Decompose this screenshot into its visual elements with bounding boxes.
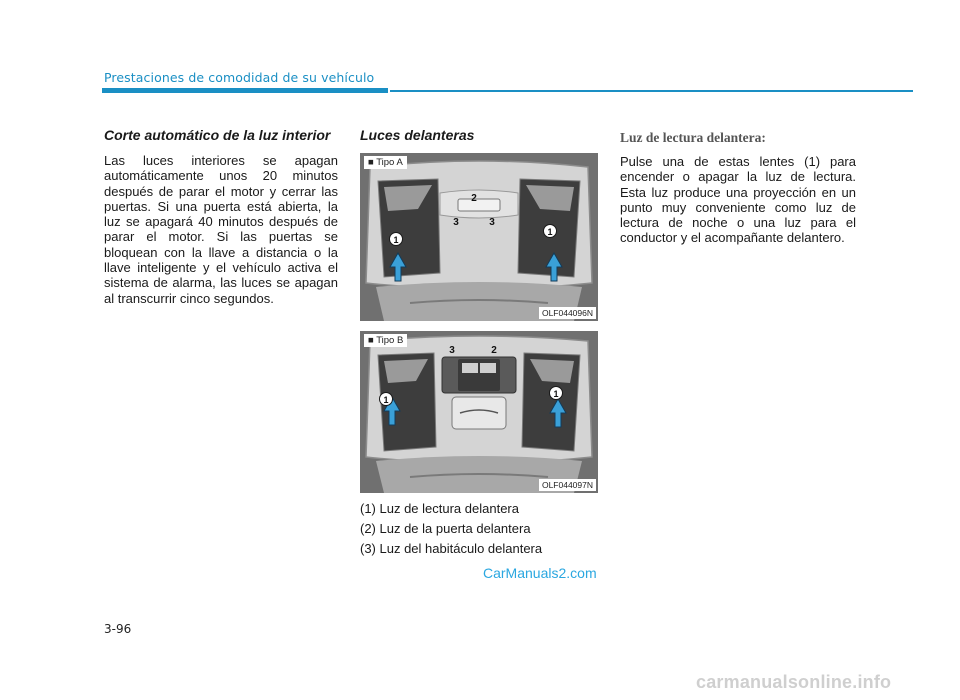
overhead-console-b-illustration [360, 331, 598, 493]
footer-watermark: carmanualsonline.info [696, 672, 892, 692]
header-rule-thick [102, 88, 388, 93]
callout-1-left: 1 [393, 235, 399, 245]
header-rule-thin [390, 90, 913, 92]
figure-type-a [360, 153, 598, 321]
middle-column [360, 128, 598, 561]
callout-1-right: 1 [547, 227, 553, 237]
figure-a-tag: ■ Tipo A [364, 156, 407, 169]
callout-b-1-right: 1 [553, 389, 559, 399]
caption-2: (2) Luz de la puerta delantera [360, 521, 531, 536]
figure-captions [360, 501, 598, 557]
right-column [620, 130, 856, 246]
auto-shutoff-heading: Corte automático de la luz interior [104, 127, 331, 143]
caption-3: (3) Luz del habitáculo delantera [360, 541, 543, 556]
auto-shutoff-text: Las luces interiores se apagan automáticamente unos 20 minutos después de parar el motor y cerrar las puertas. Si una puerta está abierta, la luz se apagará 40 minutos después de parar el motor. Si las puertas se bloquean con la llave a distancia o la llave inteligente y el vehículo activa el sistema de alarma, las luces se apagan al transcurrir cinco segundos. [104, 153, 338, 306]
left-column [104, 128, 338, 306]
figure-b-code: OLF044097N [539, 479, 596, 491]
section-title: Prestaciones de comodidad de su vehículo [104, 70, 375, 85]
figure-b-tag: ■ Tipo B [364, 334, 407, 347]
callout-b-1-left: 1 [383, 395, 389, 405]
watermark-link[interactable]: CarManuals2.com [483, 565, 597, 581]
callout-b-2: 2 [491, 345, 497, 356]
figure-type-b [360, 331, 598, 493]
reading-light-text: Pulse una de estas lentes (1) para encender o apagar la luz de lectura. Esta luz produce una proyección en un punto muy conveniente como luz de lectura de noche o una luz para el conductor y el acompañante delantero. [620, 154, 856, 246]
callout-b-3: 3 [449, 345, 455, 356]
callout-3-left: 3 [453, 217, 459, 228]
overhead-console-a-illustration [360, 153, 598, 321]
callout-2: 2 [471, 193, 477, 204]
caption-1: (1) Luz de lectura delantera [360, 501, 519, 516]
page-number: 3-96 [104, 622, 132, 636]
figure-a-code: OLF044096N [539, 307, 596, 319]
reading-light-heading: Luz de lectura delantera: [620, 130, 766, 145]
front-lights-heading: Luces delanteras [360, 127, 475, 143]
callout-3-right: 3 [489, 217, 495, 228]
